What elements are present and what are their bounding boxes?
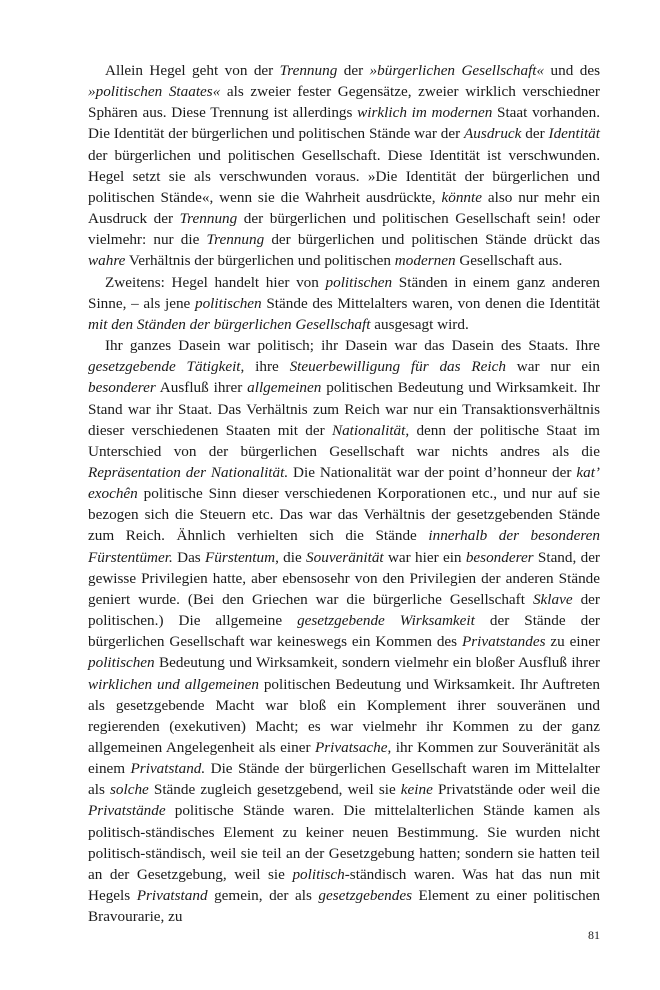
- emphasized-text: Nationalität: [331, 421, 406, 439]
- emphasized-text: Steuerbewilligung für das Reich: [289, 358, 506, 376]
- emphasized-text: politisch: [292, 865, 345, 883]
- emphasized-text: innerhalb der besonderen Fürstentümer.: [88, 527, 600, 566]
- text-run: der bürgerlichen und politischen Gesellschaft. Diese Identität ist verschwunden. Hegel setzt sie als verschwunden voraus. »Die Identität der bürgerlichen und politischen Stände«, wenn sie die Wahrheit ausdrückte,: [88, 146, 600, 206]
- text-run: der politischen.) Die allgemeine: [88, 590, 600, 630]
- text-run: zu einer: [545, 633, 600, 651]
- emphasized-text: allgemeinen: [247, 379, 322, 397]
- emphasized-text: Trennung: [179, 210, 238, 228]
- text-run: als zweier fester Gegensätze, zweier wirklich verschiedner Sphären aus. Diese Trennung ist allerdings: [88, 83, 600, 122]
- emphasized-text: wirklich im modernen: [357, 104, 493, 122]
- text-run: ausgesagt wird.: [370, 315, 469, 333]
- text-run: Gesellschaft aus.: [455, 252, 563, 270]
- emphasized-text: Repräsentation der Nationalität.: [88, 463, 289, 481]
- emphasized-text: Privatstandes: [461, 633, 546, 651]
- text-run: der bürgerlichen und politischen Stände drückt das: [264, 231, 601, 249]
- emphasized-text: Privatstand: [136, 887, 208, 905]
- emphasized-text: keine: [400, 781, 433, 799]
- emphasized-text: kat’ exochên: [88, 463, 600, 503]
- emphasized-text: modernen: [394, 252, 456, 270]
- emphasized-text: Privatstand.: [130, 760, 206, 778]
- emphasized-text: solche: [109, 781, 149, 799]
- paragraph-zweitens: [88, 272, 600, 335]
- text-run: der Stände der bürgerlichen Gesellschaft war keineswegs ein Kommen des: [88, 612, 600, 651]
- text-run: der: [521, 125, 549, 143]
- emphasized-text: politischen: [194, 294, 262, 312]
- emphasized-text: besonderer: [465, 548, 534, 566]
- emphasized-text: Trennung: [206, 231, 265, 249]
- text-run: war nur ein: [505, 358, 600, 376]
- emphasized-text: Privatstände: [88, 802, 166, 820]
- paragraph-trennung: [88, 60, 600, 272]
- text-run: Privatstände oder weil die: [432, 781, 601, 799]
- text-run: , ihr Kommen zur Souveränität als einem: [88, 739, 600, 778]
- emphasized-text: Ausdruck: [464, 125, 522, 143]
- emphasized-text: Sklave: [532, 590, 573, 608]
- text-run: Die Nationalität war der point d’honneur der: [288, 463, 577, 481]
- text-run: Die Stände der bürgerlichen Gesellschaft waren im Mittelalter als: [88, 760, 600, 799]
- emphasized-text: besonderer: [88, 379, 156, 397]
- emphasized-text: mit den Ständen der bürgerlichen Gesellschaft: [88, 315, 371, 333]
- emphasized-text: Fürstentum: [205, 548, 276, 566]
- page-number: 81: [588, 928, 600, 942]
- emphasized-text: gesetzgebende Wirksamkeit: [297, 612, 475, 630]
- text-run: Element zu einer politischen Bravourarie, zu: [88, 887, 600, 926]
- text-run: -ständisch waren. Was hat das nun mit Hegels: [88, 865, 600, 905]
- emphasized-text: wirklichen und allgemeinen: [88, 675, 259, 693]
- text-run: Bedeutung und Wirksamkeit, sondern vielmehr ein bloßer Ausfluß ihrer: [154, 654, 600, 672]
- emphasized-text: Privatsache: [314, 739, 388, 756]
- text-run: , denn der politische Staat im Unterschied von der bürgerlichen Gesellschaft war nichts andres als die: [88, 421, 600, 460]
- text-run: Zweitens: Hegel handelt hier von: [105, 273, 326, 291]
- text-run: , ihre: [240, 358, 290, 376]
- emphasized-text: wahre: [88, 252, 126, 270]
- text-run: Ständen in einem ganz anderen Sinne, – als jene: [88, 273, 600, 312]
- text-run: politische Stände waren. Die mittelalterlichen Stände kamen als politisch-ständisches Element zu keiner neuen Bestimmung. Sie wurden nicht politisch-ständisch, weil sie teil an der Gesetzgebung hatten; sondern sie hatten teil an der Gesetzgebung, weil sie: [88, 802, 600, 883]
- emphasized-text: Identität: [548, 125, 600, 143]
- emphasized-text: politischen: [325, 273, 393, 291]
- text-run: politischen Bedeutung und Wirksamkeit. Ihr Auftreten als gesetzgebende Macht war bloß ein Komplement ihrer souveränen und regierenden (exekutiven) Macht; es war vielmehr ihr Kommen zu der ganz allgemeinen Angelegenheit als einer: [88, 675, 600, 756]
- text-run: der bürgerlichen und politischen Gesellschaft sein! oder vielmehr: nur die: [88, 210, 600, 249]
- emphasized-text: »politischen Staates«: [88, 83, 221, 101]
- text-run: Stände des Mittelalters waren, von denen die Identität: [261, 294, 600, 312]
- text-run: politischen Bedeutung und Wirksamkeit. Ihr Stand war ihr Staat. Das Verhältnis zum Reich war nur ein Transaktionsverhältnis dieser verschiedenen Staaten mit der: [88, 379, 600, 439]
- text-run: Staat vorhanden. Die Identität der bürgerlichen und politischen Stände war der: [88, 104, 600, 143]
- emphasized-text: Trennung: [279, 62, 338, 79]
- emphasized-text: gesetzgebendes: [318, 887, 412, 905]
- text-run: , die: [275, 548, 307, 566]
- text-run: Stand, der gewisse Privilegien hatte, aber ebensosehr von den Privilegien der anderen Stände geniert wurde. (Bei den Griechen war die bürgerliche Gesellschaft: [88, 548, 600, 608]
- paragraph-dasein: [88, 335, 600, 927]
- emphasized-text: Souveränität: [306, 548, 384, 566]
- text-run: gemein, der als: [207, 887, 319, 905]
- text-run: Ausfluß ihrer: [155, 379, 248, 397]
- text-run: Stände zugleich gesetzgebend, weil sie: [148, 781, 401, 799]
- text-run: Das: [172, 548, 206, 566]
- emphasized-text: politischen: [88, 654, 155, 672]
- text-run: also nur mehr ein Ausdruck der: [88, 188, 600, 228]
- text-run: war hier ein: [383, 548, 466, 566]
- emphasized-text: könnte: [441, 188, 482, 206]
- text-run: Ihr ganzes Dasein war politisch; ihr Dasein war das Dasein des Staats. Ihre: [105, 337, 600, 355]
- emphasized-text: gesetzgebende Tätigkeit: [88, 358, 241, 376]
- text-run: Verhältnis der bürgerlichen und politischen: [125, 252, 395, 270]
- page-body: [88, 60, 600, 927]
- text-run: der: [337, 62, 370, 79]
- text-run: politische Sinn dieser verschiedenen Korporationen etc., und nur auf sie bezogen sich die Steuern etc. Das war das Verhältnis der gesetzgebenden Stände zum Reich. Ähnlich verhielten sich die Stände: [88, 485, 600, 545]
- text-run: Allein Hegel geht von der: [105, 62, 280, 79]
- emphasized-text: »bürgerlichen Gesellschaft«: [369, 62, 545, 79]
- text-run: und des: [544, 62, 600, 79]
